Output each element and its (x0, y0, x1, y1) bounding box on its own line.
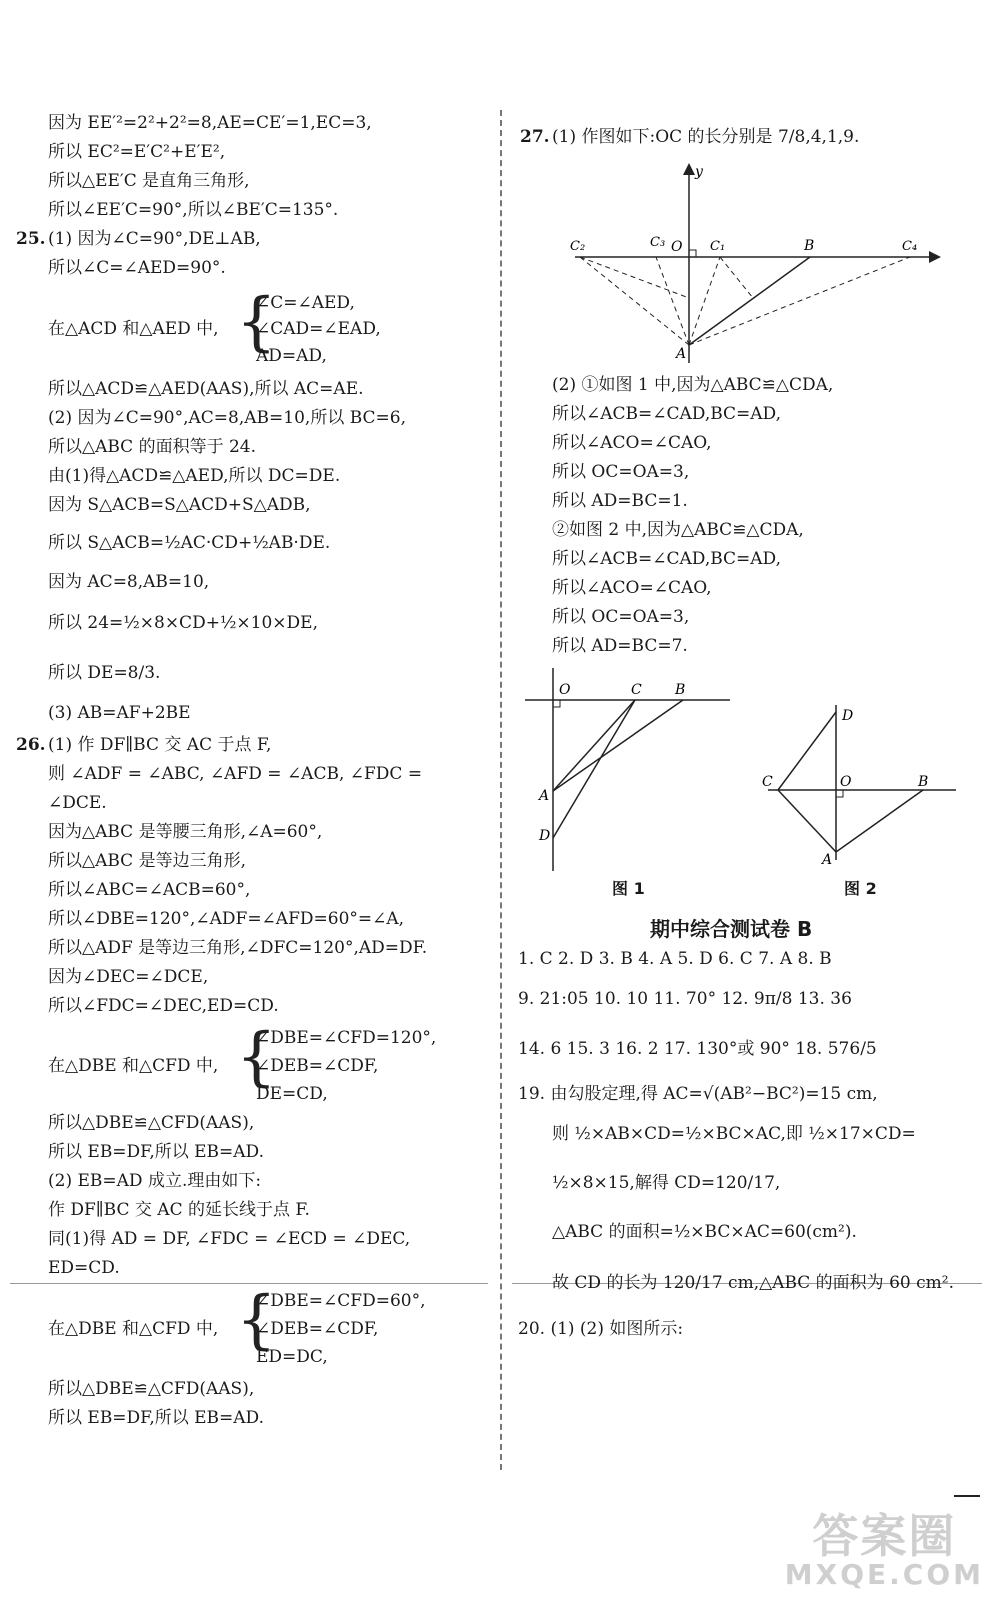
text-line: 所以 EC²=E′C²+E′E², (48, 142, 226, 162)
text-line: (1) 作 DF∥BC 交 AC 于点 F, (48, 735, 272, 755)
label-c3: C₃ (650, 235, 666, 250)
label-b: B (918, 774, 929, 790)
text-line: (2) 因为∠C=90°,AC=8,AB=10,所以 BC=6, (48, 408, 406, 428)
text-line: 所以△ABC 的面积等于 24. (48, 437, 257, 457)
system-line: ∠C=∠AED, (256, 293, 355, 313)
segment-ca (778, 790, 836, 852)
figure-2-caption: 图 2 (844, 879, 877, 898)
system-line: ∠DEB=∠CDF, (256, 1056, 379, 1076)
text-line: 则 ∠ADF = ∠ABC, ∠AFD = ∠ACB, ∠FDC = (48, 764, 423, 784)
text-line: (1) 因为∠C=90°,DE⊥AB, (48, 229, 261, 249)
text-line: 因为 AC=8,AB=10, (48, 572, 210, 592)
text-line: (2) ①如图 1 中,因为△ABC≌△CDA, (552, 375, 834, 395)
label-a: A (676, 346, 687, 362)
question-number: 25. (16, 229, 46, 249)
text-line: 所以∠FDC=∠DEC,ED=CD. (48, 996, 279, 1016)
text-line: 在△ACD 和△AED 中, (48, 319, 219, 339)
text-line: 在△DBE 和△CFD 中, (48, 1056, 219, 1076)
text-line: 所以 AD=BC=7. (552, 636, 688, 656)
text-line: 作 DF∥BC 交 AC 的延长线于点 F. (48, 1200, 310, 1220)
text-line: ED=CD. (48, 1258, 120, 1278)
segment-ab (689, 257, 810, 345)
brace-symbol: { (236, 285, 277, 359)
text-line: 所以∠ACO=∠CAO, (552, 433, 712, 453)
text-line: △ABC 的面积=½×BC×AC=60(cm²). (552, 1222, 857, 1242)
label-a: A (539, 788, 550, 804)
text-line: 所以∠EE′C=90°,所以∠BE′C=135°. (48, 200, 339, 220)
label-d: D (539, 828, 551, 844)
text-line: 所以∠ACO=∠CAO, (552, 578, 712, 598)
text-line: 所以∠ABC=∠ACB=60°, (48, 880, 251, 900)
right-angle-mark (553, 700, 560, 707)
watermark-text: 答案圈 (812, 1509, 957, 1563)
text-line: 所以 OC=OA=3, (552, 607, 690, 627)
figure-2 (758, 700, 958, 870)
text-line: 20. (1) (2) 如图所示: (518, 1319, 684, 1339)
text-line: 所以 24=½×8×CD+½×10×DE, (48, 613, 318, 633)
column-divider (500, 110, 502, 1470)
text-line: (3) AB=AF+2BE (48, 703, 191, 723)
text-line: 所以△EE′C 是直角三角形, (48, 171, 250, 191)
text-line: 由(1)得△ACD≌△AED,所以 DC=DE. (48, 466, 341, 486)
dashed-ac4 (689, 257, 910, 345)
segment-dc (778, 712, 836, 790)
text-line: 19. 由勾股定理,得 AC=√(AB²−BC²)=15 cm, (518, 1084, 878, 1104)
text-line: 所以 EB=DF,所以 EB=AD. (48, 1142, 264, 1162)
dashed-c2 (580, 257, 689, 298)
text-line: 所以 DE=8/3. (48, 663, 161, 683)
text-line: ½×8×15,解得 CD=120/17, (552, 1173, 781, 1193)
text-line: ②如图 2 中,因为△ABC≌△CDA, (552, 520, 804, 540)
segment-dc (553, 700, 635, 838)
figure-1-caption: 图 1 (612, 879, 645, 898)
coordinate-figure (570, 158, 950, 368)
text-line: 所以∠ACB=∠CAD,BC=AD, (552, 404, 781, 424)
system-line: ∠DEB=∠CDF, (256, 1319, 379, 1339)
text-line: 所以△ABC 是等边三角形, (48, 851, 246, 871)
text-line: 所以 EB=DF,所以 EB=AD. (48, 1408, 264, 1428)
brace-symbol: { (236, 1283, 277, 1357)
label-c: C (762, 774, 773, 790)
label-a: A (822, 852, 833, 868)
question-number: 26. (16, 735, 46, 755)
watermark-logo (784, 1509, 984, 1591)
answer-row: 1. C 2. D 3. B 4. A 5. D 6. C 7. A 8. B (518, 949, 832, 969)
label-y: y (695, 164, 703, 180)
text-line: (1) 作图如下:OC 的长分别是 7/8,4,1,9. (552, 127, 860, 147)
system-line: ∠CAD=∠EAD, (256, 319, 381, 339)
system-line: ED=DC, (256, 1347, 328, 1367)
text-line: 所以∠DBE=120°,∠ADF=∠AFD=60°=∠A, (48, 909, 405, 929)
text-line: 故 CD 的长为 120/17 cm,△ABC 的面积为 60 cm². (552, 1273, 954, 1293)
text-line: 所以 AD=BC=1. (552, 491, 688, 511)
label-b: B (675, 682, 686, 698)
text-line: 因为 S△ACB=S△ACD+S△ADB, (48, 495, 311, 515)
text-line: 所以△ACD≌△AED(AAS),所以 AC=AE. (48, 379, 364, 399)
text-line: 所以△DBE≌△CFD(AAS), (48, 1379, 255, 1399)
label-o: O (559, 682, 571, 698)
answer-row: 14. 6 15. 3 16. 2 17. 130°或 90° 18. 576/5 (518, 1039, 877, 1059)
text-line: 在△DBE 和△CFD 中, (48, 1319, 219, 1339)
text-line: 所以∠C=∠AED=90°. (48, 258, 226, 278)
text-line: 所以△ADF 是等边三角形,∠DFC=120°,AD=DF. (48, 938, 428, 958)
segment-ac (553, 700, 635, 791)
watermark-url: MXQE.COM (784, 1558, 984, 1591)
answer-row: 9. 21:05 10. 10 11. 70° 12. 9π/8 13. 36 (518, 989, 852, 1009)
text-line: ∠DCE. (48, 793, 107, 813)
right-angle-mark (836, 790, 843, 797)
dashed-bc1 (720, 257, 753, 298)
text-line: 所以△DBE≌△CFD(AAS), (48, 1113, 255, 1133)
label-o: O (671, 239, 683, 255)
right-angle-mark (689, 250, 696, 257)
figure-1 (525, 668, 735, 873)
segment-ab (553, 700, 683, 791)
page-edge-mark (954, 1495, 980, 1497)
text-line: (2) EB=AD 成立.理由如下: (48, 1171, 262, 1191)
section-title: 期中综合测试卷 B (650, 917, 813, 941)
text-line: 因为 EE′²=2²+2²=8,AE=CE′=1,EC=3, (48, 113, 372, 133)
label-c: C (631, 682, 642, 698)
system-line: AD=AD, (256, 346, 327, 366)
system-line: DE=CD, (256, 1084, 328, 1104)
label-c2: C₂ (570, 239, 586, 254)
text-line: 所以 S△ACB=½AC·CD+½AB·DE. (48, 533, 331, 553)
question-number: 27. (520, 127, 550, 147)
dashed-ac1 (689, 257, 720, 345)
system-line: ∠DBE=∠CFD=120°, (256, 1028, 437, 1048)
label-d: D (842, 708, 854, 724)
label-c4: C₄ (902, 239, 918, 254)
system-line: ∠DBE=∠CFD=60°, (256, 1291, 426, 1311)
page-fold-line (10, 1283, 488, 1284)
text-line: 所以 OC=OA=3, (552, 462, 690, 482)
brace-symbol: { (236, 1020, 277, 1094)
text-line: 因为∠DEC=∠DCE, (48, 967, 209, 987)
text-line: 同(1)得 AD = DF, ∠FDC = ∠ECD = ∠DEC, (48, 1229, 411, 1249)
label-o: O (840, 774, 852, 790)
text-line: 因为△ABC 是等腰三角形,∠A=60°, (48, 822, 323, 842)
label-c1: C₁ (710, 239, 726, 254)
label-b: B (804, 238, 815, 254)
segment-ab (836, 790, 923, 852)
text-line: 所以∠ACB=∠CAD,BC=AD, (552, 549, 781, 569)
text-line: 则 ½×AB×CD=½×BC×AC,即 ½×17×CD= (552, 1124, 916, 1144)
